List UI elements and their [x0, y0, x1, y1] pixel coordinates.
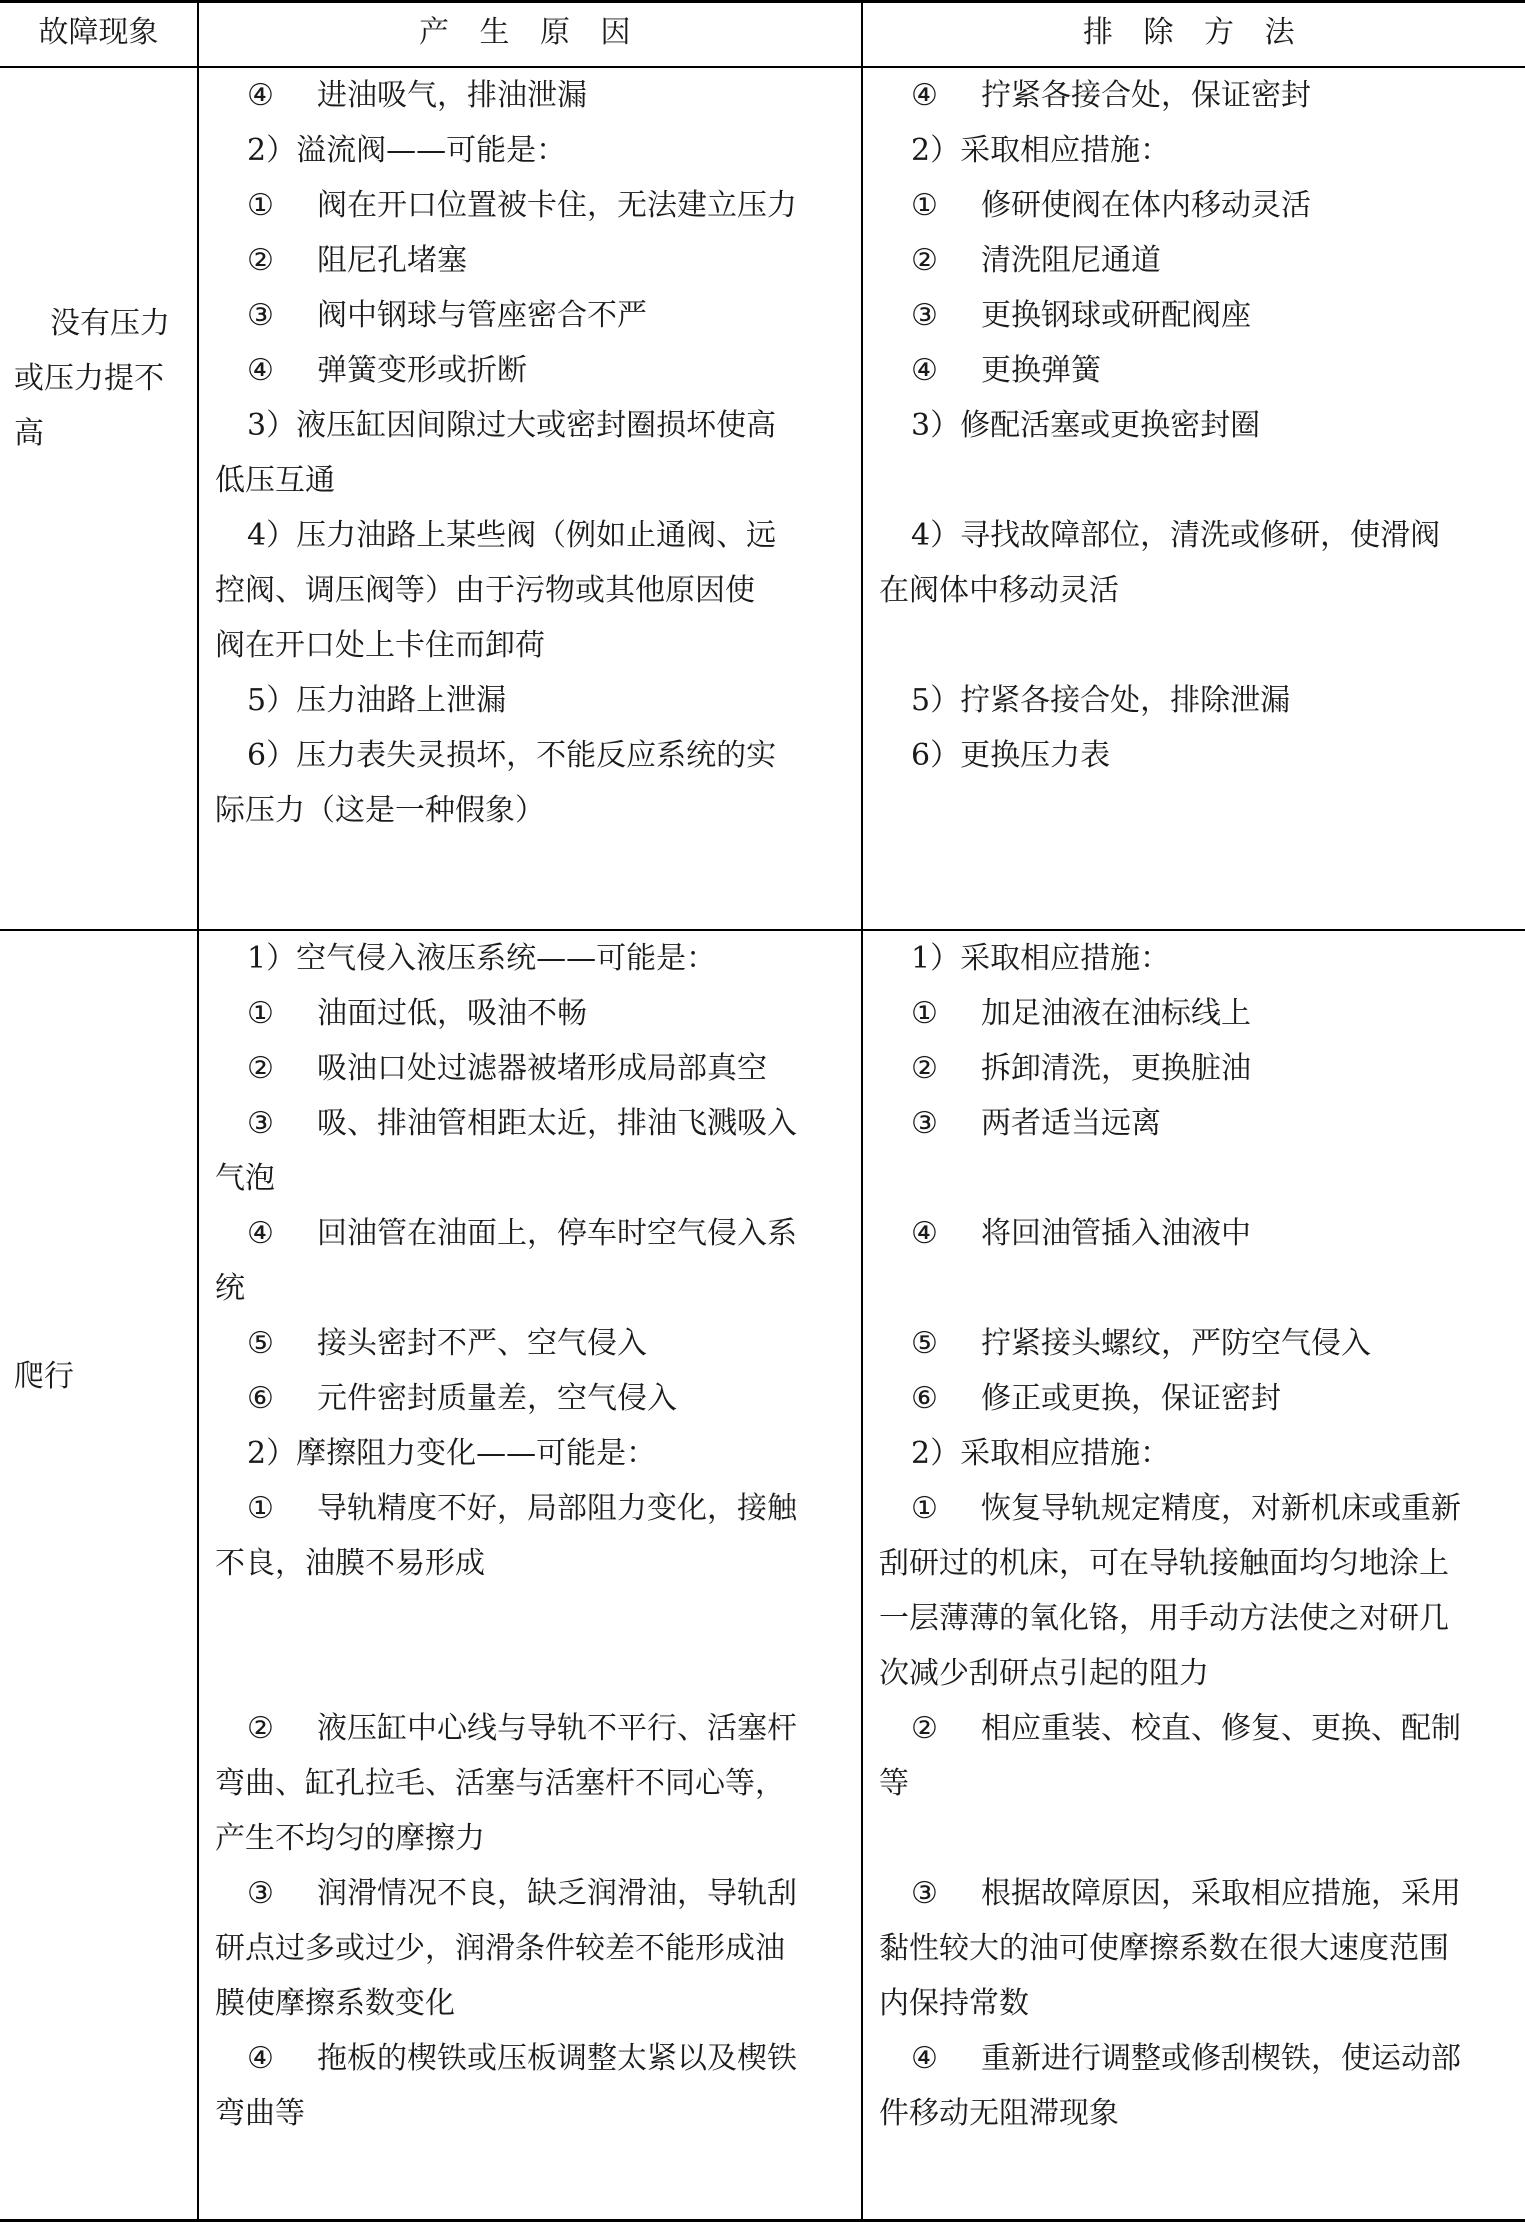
- line-text: 4）压力油路上某些阀（例如止通阀、远: [247, 518, 777, 553]
- list-marker: ④: [247, 353, 274, 388]
- line-text: 气泡: [215, 1161, 275, 1196]
- line-text: 黏性较大的油可使摩擦系数在很大速度范围: [879, 1931, 1449, 1966]
- remedy-line: [879, 2089, 1517, 2139]
- line-text: 元件密封质量差，空气侵入: [317, 1381, 677, 1416]
- line-text: 导轨精度不好，局部阻力变化，接触: [317, 1491, 797, 1526]
- line-text: 弯曲、缸孔拉毛、活塞与活塞杆不同心等，: [215, 1766, 785, 1801]
- line-text: 进油吸气，排油泄漏: [317, 78, 587, 113]
- remedy-line: [911, 236, 1517, 286]
- cause-line: [215, 1979, 853, 2029]
- line-text: 研点过多或过少，润滑条件较差不能形成油: [215, 1931, 785, 1966]
- list-marker: ④: [247, 2041, 274, 2076]
- line-text: 在阀体中移动灵活: [879, 573, 1119, 608]
- list-marker: ①: [911, 996, 938, 1031]
- cause-line: [215, 1759, 853, 1809]
- line-text: 重新进行调整或修刮楔铁，使运动部: [981, 2041, 1461, 2076]
- remedy-line: [911, 401, 1517, 451]
- header-cause: 产 生 原 因: [418, 15, 642, 50]
- line-text: 6）更换压力表: [911, 738, 1111, 773]
- cause-line: [215, 2089, 853, 2139]
- line-text: 3）液压缸因间隙过大或密封圈损坏使高: [247, 408, 777, 443]
- remedy-line: [911, 1704, 1517, 1754]
- line-text: 阀在开口位置被卡住，无法建立压力: [317, 188, 797, 223]
- cause-line: [247, 1099, 853, 1149]
- line-text: 不良，油膜不易形成: [215, 1546, 485, 1581]
- list-marker: ④: [911, 1216, 938, 1251]
- line-text: 一层薄薄的氧化铬，用手动方法使之对研几: [879, 1601, 1449, 1636]
- list-marker: ④: [911, 78, 938, 113]
- line-text: 更换钢球或研配阀座: [981, 298, 1251, 333]
- line-text: 阀在开口处上卡住而卸荷: [215, 628, 545, 663]
- line-text: 2）采取相应措施：: [911, 1436, 1171, 1471]
- header-remedy: 排 除 方 法: [1082, 15, 1306, 50]
- cause-line: [247, 1704, 853, 1754]
- table-row-no-pressure: [0, 68, 1525, 929]
- cause-line: [215, 1924, 853, 1974]
- cause-line: [247, 676, 853, 726]
- line-text: 控阀、调压阀等）由于污物或其他原因使: [215, 573, 755, 608]
- remedy-line: [911, 1869, 1517, 1919]
- line-text: 拧紧各接合处，保证密封: [981, 78, 1311, 113]
- cause-line: [215, 566, 853, 616]
- remedy-line: [911, 126, 1517, 176]
- remedy-line: [879, 1539, 1517, 1589]
- list-marker: ③: [911, 1876, 938, 1911]
- cause-line: [247, 934, 853, 984]
- cause-line: [215, 786, 853, 836]
- phenomenon-cell: [14, 1349, 74, 1404]
- line-text: 5）压力油路上泄漏: [247, 683, 507, 718]
- remedy-line: [911, 934, 1517, 984]
- remedy-line: [911, 1099, 1517, 1149]
- list-marker: ⑤: [911, 1326, 938, 1361]
- cause-line: [215, 456, 853, 506]
- list-marker: ②: [247, 1051, 274, 1086]
- cause-line: [215, 621, 853, 671]
- remedy-line: [879, 1594, 1517, 1644]
- line-text: 阻尼孔堵塞: [317, 243, 467, 278]
- cause-line: [247, 731, 853, 781]
- remedy-line: [879, 566, 1517, 616]
- line-text: 加足油液在油标线上: [981, 996, 1251, 1031]
- remedy-line: [879, 1979, 1517, 2029]
- cause-line: [215, 1814, 853, 1864]
- list-marker: ②: [247, 243, 274, 278]
- cause-line: [247, 989, 853, 1039]
- table-top-border: [0, 0, 1525, 3]
- line-text: 5）拧紧各接合处，排除泄漏: [911, 683, 1291, 718]
- line-text: 刮研过的机床，可在导轨接触面均匀地涂上: [879, 1546, 1449, 1581]
- line-text: 拧紧接头螺纹，严防空气侵入: [981, 1326, 1371, 1361]
- cause-line: [247, 2034, 853, 2084]
- list-marker: ⑥: [911, 1381, 938, 1416]
- list-marker: ③: [911, 1106, 938, 1141]
- list-marker: ①: [247, 996, 274, 1031]
- list-marker: ④: [911, 353, 938, 388]
- line-text: 6）压力表失灵损坏，不能反应系统的实: [247, 738, 777, 773]
- cause-line: [247, 1319, 853, 1369]
- line-text: 阀中钢球与管座密合不严: [317, 298, 647, 333]
- line-text: 吸油口处过滤器被堵形成局部真空: [317, 1051, 767, 1086]
- list-marker: ⑥: [247, 1381, 274, 1416]
- remedy-line: [911, 291, 1517, 341]
- line-text: 拖板的楔铁或压板调整太紧以及楔铁: [317, 2041, 797, 2076]
- phenomenon-line: 或压力提不: [14, 361, 164, 396]
- header-phenomenon: 故障现象: [38, 15, 159, 50]
- remedy-line: [911, 1429, 1517, 1479]
- cause-line: [247, 126, 853, 176]
- list-marker: ②: [247, 1711, 274, 1746]
- cause-line: [247, 291, 853, 341]
- list-marker: ②: [911, 1711, 938, 1746]
- line-text: 2）溢流阀——可能是：: [247, 133, 567, 168]
- list-marker: ③: [247, 298, 274, 333]
- list-marker: ④: [247, 78, 274, 113]
- line-text: 等: [879, 1766, 909, 1801]
- cause-line: [247, 1044, 853, 1094]
- remedy-line: [911, 346, 1517, 396]
- line-text: 根据故障原因，采取相应措施，采用: [981, 1876, 1461, 1911]
- line-text: 际压力（这是一种假象）: [215, 793, 545, 828]
- list-marker: ③: [247, 1876, 274, 1911]
- line-text: 液压缸中心线与导轨不平行、活塞杆: [317, 1711, 797, 1746]
- cause-line: [247, 1374, 853, 1424]
- cause-line: [247, 236, 853, 286]
- list-marker: ①: [911, 188, 938, 223]
- remedy-line: [879, 1924, 1517, 1974]
- remedy-line: [911, 71, 1517, 121]
- cause-line: [215, 1154, 853, 1204]
- list-marker: ③: [911, 298, 938, 333]
- remedy-line: [911, 181, 1517, 231]
- line-text: 弹簧变形或折断: [317, 353, 527, 388]
- line-text: 两者适当远离: [981, 1106, 1161, 1141]
- line-text: 件移动无阻滞现象: [879, 2096, 1119, 2131]
- remedy-line: [879, 1649, 1517, 1699]
- list-marker: ④: [911, 2041, 938, 2076]
- cause-line: [247, 1209, 853, 1259]
- phenomenon-cell: [14, 296, 170, 461]
- remedy-line: [911, 511, 1517, 561]
- list-marker: ⑤: [247, 1326, 274, 1361]
- line-text: 2）采取相应措施：: [911, 133, 1171, 168]
- list-marker: ①: [247, 188, 274, 223]
- cause-line: [247, 511, 853, 561]
- line-text: 恢复导轨规定精度，对新机床或重新: [981, 1491, 1461, 1526]
- table-row-crawling: [0, 931, 1525, 2219]
- line-text: 1）采取相应措施：: [911, 941, 1171, 976]
- line-text: 油面过低，吸油不畅: [317, 996, 587, 1031]
- list-marker: ④: [247, 1216, 274, 1251]
- line-text: 吸、排油管相距太近，排油飞溅吸入: [317, 1106, 797, 1141]
- list-marker: ②: [911, 1051, 938, 1086]
- cause-line: [215, 1539, 853, 1589]
- line-text: 产生不均匀的摩擦力: [215, 1821, 485, 1856]
- phenomenon-line: 爬行: [14, 1359, 74, 1394]
- cause-line: [247, 346, 853, 396]
- remedy-line: [879, 1759, 1517, 1809]
- remedy-line: [911, 731, 1517, 781]
- line-text: 次减少刮研点引起的阻力: [879, 1656, 1209, 1691]
- remedy-line: [911, 1044, 1517, 1094]
- line-text: 将回油管插入油液中: [981, 1216, 1251, 1251]
- line-text: 修正或更换，保证密封: [981, 1381, 1281, 1416]
- phenomenon-line: 高: [14, 416, 44, 451]
- phenomenon-line: 没有压力: [50, 306, 170, 341]
- line-text: 回油管在油面上，停车时空气侵入系: [317, 1216, 797, 1251]
- line-text: 1）空气侵入液压系统——可能是：: [247, 941, 717, 976]
- remedy-line: [911, 2034, 1517, 2084]
- line-text: 4）寻找故障部位，清洗或修研，使滑阀: [911, 518, 1441, 553]
- remedy-line: [911, 1209, 1517, 1259]
- list-marker: ②: [911, 243, 938, 278]
- remedy-line: [911, 1484, 1517, 1534]
- list-marker: ①: [911, 1491, 938, 1526]
- line-text: 相应重装、校直、修复、更换、配制: [981, 1711, 1461, 1746]
- list-marker: ③: [247, 1106, 274, 1141]
- line-text: 2）摩擦阻力变化——可能是：: [247, 1436, 657, 1471]
- line-text: 统: [215, 1271, 245, 1306]
- list-marker: ①: [247, 1491, 274, 1526]
- cause-line: [247, 1869, 853, 1919]
- line-text: 接头密封不严、空气侵入: [317, 1326, 647, 1361]
- line-text: 修研使阀在体内移动灵活: [981, 188, 1311, 223]
- remedy-line: [911, 1319, 1517, 1369]
- cause-line: [247, 71, 853, 121]
- line-text: 内保持常数: [879, 1986, 1029, 2021]
- line-text: 拆卸清洗，更换脏油: [981, 1051, 1251, 1086]
- cause-line: [247, 1484, 853, 1534]
- line-text: 低压互通: [215, 463, 335, 498]
- line-text: 弯曲等: [215, 2096, 305, 2131]
- line-text: 膜使摩擦系数变化: [215, 1986, 455, 2021]
- line-text: 更换弹簧: [981, 353, 1101, 388]
- line-text: 润滑情况不良，缺乏润滑油，导轨刮: [317, 1876, 797, 1911]
- remedy-line: [911, 676, 1517, 726]
- cause-line: [247, 401, 853, 451]
- cause-line: [247, 181, 853, 231]
- line-text: 清洗阻尼通道: [981, 243, 1161, 278]
- cause-line: [215, 1264, 853, 1314]
- remedy-line: [911, 989, 1517, 1039]
- remedy-line: [911, 1374, 1517, 1424]
- line-text: 3）修配活塞或更换密封圈: [911, 408, 1261, 443]
- cause-line: [247, 1429, 853, 1479]
